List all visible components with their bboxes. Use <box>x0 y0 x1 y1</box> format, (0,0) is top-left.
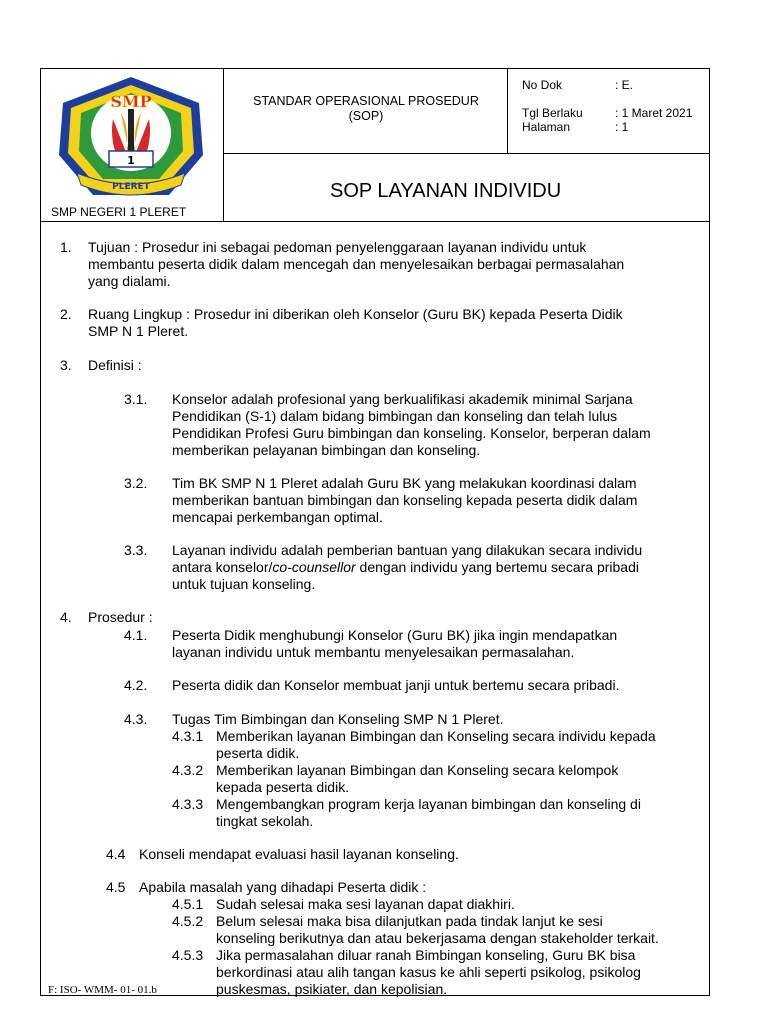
item-4-2-text: Peserta didik dan Konselor membuat janji untuk bertemu secara pribadi. <box>172 677 620 693</box>
item-4-1-line: Peserta Didik menghubungi Konselor (Guru BK) jika ingin mendapatkan <box>172 627 618 643</box>
item-4-5-3-text <box>216 947 641 998</box>
section-3-number: 3. <box>60 357 72 373</box>
item-3-3-text-b: dengan individu yang bertemu secara pribadi <box>355 559 639 575</box>
header-divider-left <box>223 68 224 221</box>
item-3-3-text-a: antara konselor/ <box>172 559 273 575</box>
page-label: Halaman <box>522 120 571 134</box>
item-4-5-1-line: Sudah selesai maka sesi layanan dapat diakhiri. <box>216 896 515 912</box>
school-logo <box>51 73 211 203</box>
item-3-2-line: memberikan bantuan bimbingan dan konseling kepada peserta didik dalam <box>172 492 638 508</box>
item-4-3-2-line: Memberikan layanan Bimbingan dan Konseling secara kelompok <box>216 762 619 778</box>
item-4-3-1-line: Memberikan layanan Bimbingan dan Konseling secara individu kepada <box>216 728 656 744</box>
item-3-3-italic-term: co-counsellor <box>272 559 356 575</box>
section-1-line: Tujuan : Prosedur ini sebagai pedoman penyelenggaraan layanan individu untuk <box>88 239 587 255</box>
item-3-2-text <box>172 475 637 526</box>
item-3-2-number: 3.2. <box>124 475 148 491</box>
item-4-3-3-number: 4.3.3 <box>172 796 204 812</box>
logo-ribbon: PLERET <box>112 182 150 192</box>
valid-date-label: Tgl Berlaku <box>522 106 583 120</box>
item-4-5-3-line: Jika permasalahan diluar ranah Bimbingan konseling, Guru BK bisa <box>216 947 636 963</box>
item-4-3-number: 4.3. <box>124 711 148 727</box>
document-title: SOP LAYANAN INDIVIDU <box>330 180 562 202</box>
item-3-1-line: Konselor adalah profesional yang berkualifikasi akademik minimal Sarjana <box>172 391 633 407</box>
valid-date-value: : 1 Maret 2021 <box>615 106 693 120</box>
form-code: F: ISO- WMM- 01- 01.b <box>48 984 157 996</box>
item-4-3-3-text <box>216 796 641 830</box>
section-4-label: Prosedur : <box>88 609 153 625</box>
item-4-5-2-number: 4.5.2 <box>172 913 204 929</box>
section-4-number: 4. <box>60 609 72 625</box>
item-3-3-line <box>172 559 642 576</box>
item-4-1-number: 4.1. <box>124 627 148 643</box>
item-4-5-1-text <box>216 896 515 913</box>
item-4-5-number: 4.5 <box>106 879 126 895</box>
item-4-3-1-text <box>216 728 656 762</box>
logo-number: 1 <box>127 154 135 167</box>
item-4-4-number: 4.4 <box>106 846 126 862</box>
doc-number-value: : E. <box>615 78 634 92</box>
item-3-1-text <box>172 391 651 459</box>
standard-title-line1: STANDAR OPERASIONAL PROSEDUR <box>253 94 479 108</box>
item-3-3-line: Layanan individu adalah pemberian bantuan yang dilakukan secara individu <box>172 542 643 558</box>
standard-title-line2: (SOP) <box>348 109 384 123</box>
item-3-1-line: memberikan pelayanan bimbingan dan konseling. <box>172 442 481 458</box>
item-4-5-2-line: konseling berikutnya dan atau bekerjasama dengan stakeholder terkait. <box>216 930 659 946</box>
section-2-text <box>88 306 623 340</box>
item-4-5-3-number: 4.5.3 <box>172 947 204 963</box>
header-divider-right <box>507 68 508 154</box>
item-4-3-text: Tugas Tim Bimbingan dan Konseling SMP N 1 Pleret. <box>172 711 504 727</box>
section-1-line: membantu peserta didik dalam mencegah dan menyelesaikan berbagai permasalahan <box>88 256 625 272</box>
item-3-3-line: untuk tujuan konseling. <box>172 576 316 592</box>
section-1-text <box>88 239 624 290</box>
item-3-2-line: mencapai perkembangan optimal. <box>172 509 383 525</box>
item-4-3-2-number: 4.3.2 <box>172 762 204 778</box>
item-4-1-line: layanan individu untuk membantu menyelesaikan permasalahan. <box>172 644 575 660</box>
item-4-3-2-text <box>216 762 618 796</box>
logo-text: SMP <box>110 92 152 111</box>
item-4-4-text: Konseli mendapat evaluasi hasil layanan konseling. <box>139 846 459 862</box>
item-4-3-3-line: Mengembangkan program kerja layanan bimbingan dan konseling di <box>216 796 641 812</box>
section-2-line: Ruang Lingkup : Prosedur ini diberikan oleh Konselor (Guru BK) kepada Peserta Didik <box>88 306 623 322</box>
section-1-line: yang dialami. <box>88 273 171 289</box>
section-3-label: Definisi : <box>88 357 142 373</box>
item-4-5-2-line: Belum selesai maka bisa dilanjutkan pada tindak lanjut ke sesi <box>216 913 603 929</box>
item-3-1-line: Pendidikan Profesi Guru bimbingan dan konseling. Konselor, berperan dalam <box>172 425 651 441</box>
item-3-2-line: Tim BK SMP N 1 Pleret adalah Guru BK yang melakukan koordinasi dalam <box>172 475 637 491</box>
item-4-5-1-number: 4.5.1 <box>172 896 204 912</box>
header-divider-bottom <box>40 221 710 222</box>
page-value: : 1 <box>615 120 629 134</box>
item-4-5-2-text <box>216 913 659 947</box>
item-3-1-line: Pendidikan (S-1) dalam bidang bimbingan dan konseling dan telah lulus <box>172 408 618 424</box>
section-2-number: 2. <box>60 306 72 322</box>
section-1-number: 1. <box>60 239 72 255</box>
section-2-line: SMP N 1 Pleret. <box>88 323 189 339</box>
item-3-1-number: 3.1. <box>124 391 148 407</box>
item-4-3-2-line: kepada peserta didik. <box>216 779 350 795</box>
item-4-5-text: Apabila masalah yang dihadapi Peserta didik : <box>139 879 427 895</box>
item-4-3-1-line: peserta didik. <box>216 745 300 761</box>
item-4-3-3-line: tingkat sekolah. <box>216 813 314 829</box>
item-3-3-number: 3.3. <box>124 542 148 558</box>
item-3-3-text <box>172 542 642 593</box>
school-name: SMP NEGERI 1 PLERET <box>51 205 187 219</box>
item-4-1-text <box>172 627 617 661</box>
item-4-5-3-line: puskesmas, psikiater, dan kepolisian. <box>216 981 448 997</box>
item-4-5-3-line: berkordinasi atau alih tangan kasus ke ahli seperti psikolog, psikolog <box>216 964 641 980</box>
doc-number-label: No Dok <box>522 78 563 92</box>
header-divider-mid <box>223 153 710 154</box>
item-4-3-1-number: 4.3.1 <box>172 728 204 744</box>
item-4-2-number: 4.2. <box>124 677 148 693</box>
